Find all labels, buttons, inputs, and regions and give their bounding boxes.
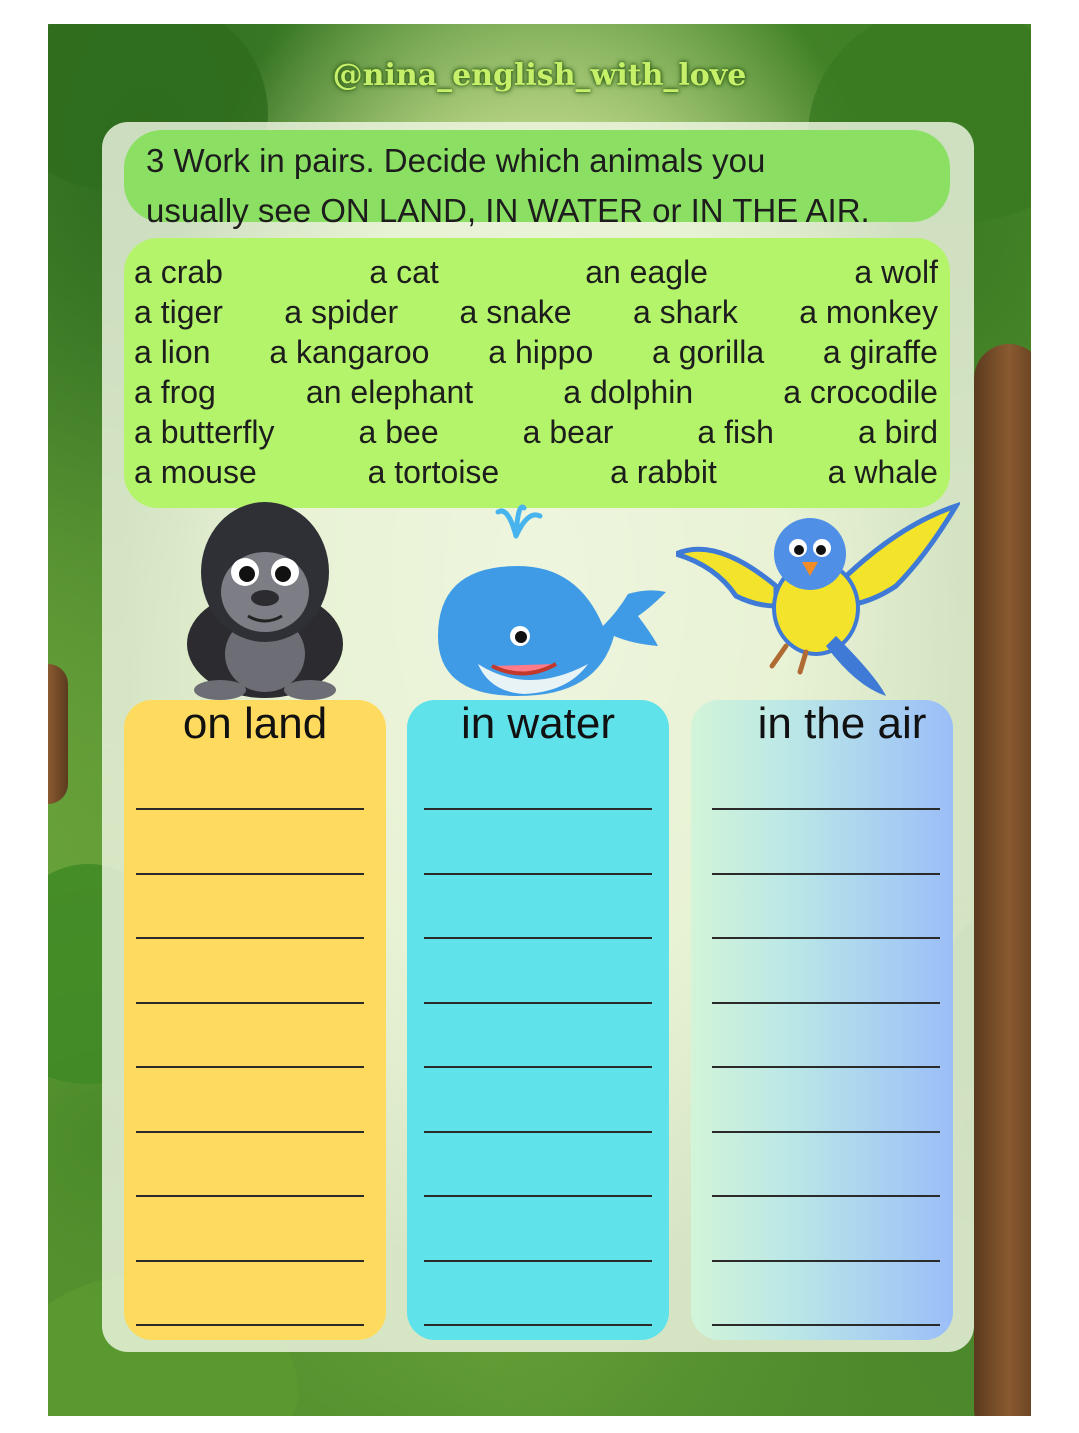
answer-line[interactable] (712, 873, 940, 875)
word-item: a rabbit (610, 454, 717, 490)
word-item: a crab (134, 254, 223, 290)
word-item: a spider (284, 294, 399, 330)
in-water-heading: in water (460, 699, 616, 748)
answer-line[interactable] (712, 1002, 940, 1004)
worksheet-page (48, 24, 1031, 1416)
word-item: a butterfly (134, 414, 275, 450)
gorilla-icon (180, 494, 350, 700)
word-item: an eagle (585, 254, 708, 290)
word-item: a kangaroo (269, 334, 430, 370)
answer-line[interactable] (424, 1066, 652, 1068)
answer-line[interactable] (712, 1195, 940, 1197)
word-item: a gorilla (652, 334, 765, 370)
word-item: an elephant (305, 374, 474, 410)
answer-line[interactable] (136, 1066, 364, 1068)
word-item: a shark (632, 294, 738, 330)
answer-line[interactable] (424, 873, 652, 875)
word-item: a frog (134, 374, 216, 410)
word-item: a tiger (134, 294, 223, 330)
answer-line[interactable] (424, 1260, 652, 1262)
word-row (134, 412, 938, 452)
answer-line[interactable] (424, 1195, 652, 1197)
word-row (134, 252, 938, 292)
word-item: a bee (358, 414, 439, 450)
word-row (134, 292, 938, 332)
answer-line[interactable] (424, 1324, 652, 1326)
word-item: a hippo (488, 334, 594, 370)
in-water-column (407, 700, 669, 1340)
answer-line[interactable] (136, 1002, 364, 1004)
bird-icon (676, 496, 960, 702)
word-row (134, 452, 938, 492)
in-the-air-heading: in the air (757, 699, 927, 748)
word-item: a bird (857, 414, 938, 450)
on-land-column (124, 700, 386, 1340)
word-item: a tortoise (367, 454, 500, 490)
word-item: a bear (522, 414, 614, 450)
tree-trunk-decoration (48, 664, 68, 804)
word-item: a whale (827, 454, 938, 490)
word-item: a monkey (799, 294, 938, 330)
answer-line[interactable] (136, 1324, 364, 1326)
answer-line[interactable] (136, 937, 364, 939)
answer-line[interactable] (712, 1131, 940, 1133)
word-item: a snake (459, 294, 572, 330)
instruction-line: usually see ON LAND, IN WATER or IN THE AIR. (146, 192, 870, 229)
answer-line[interactable] (712, 808, 940, 810)
answer-line[interactable] (136, 808, 364, 810)
answer-line[interactable] (424, 1002, 652, 1004)
answer-line[interactable] (424, 937, 652, 939)
word-item: a lion (134, 334, 211, 370)
answer-line[interactable] (712, 1260, 940, 1262)
answer-line[interactable] (136, 873, 364, 875)
whale-icon (428, 496, 668, 702)
instruction-box (124, 130, 950, 229)
word-item: a giraffe (822, 334, 938, 370)
tree-trunk-decoration (974, 344, 1031, 1416)
word-row (134, 372, 938, 412)
word-item: a mouse (134, 454, 257, 490)
word-item: a wolf (854, 254, 938, 290)
word-item: a cat (369, 254, 439, 290)
answer-line[interactable] (712, 937, 940, 939)
in-the-air-column (691, 700, 953, 1340)
answer-line[interactable] (424, 1131, 652, 1133)
watermark: @nina_english_with_love (332, 58, 747, 93)
on-land-heading: on land (182, 699, 328, 748)
answer-line[interactable] (712, 1066, 940, 1068)
answer-line[interactable] (136, 1195, 364, 1197)
word-item: a crocodile (783, 374, 938, 410)
word-row (134, 332, 938, 372)
answer-line[interactable] (136, 1131, 364, 1133)
word-bank (124, 238, 950, 508)
word-item: a dolphin (563, 374, 694, 410)
answer-line[interactable] (712, 1324, 940, 1326)
answer-line[interactable] (424, 808, 652, 810)
instruction-line: 3 Work in pairs. Decide which animals you (146, 142, 766, 179)
word-item: a fish (697, 414, 774, 450)
answer-line[interactable] (136, 1260, 364, 1262)
